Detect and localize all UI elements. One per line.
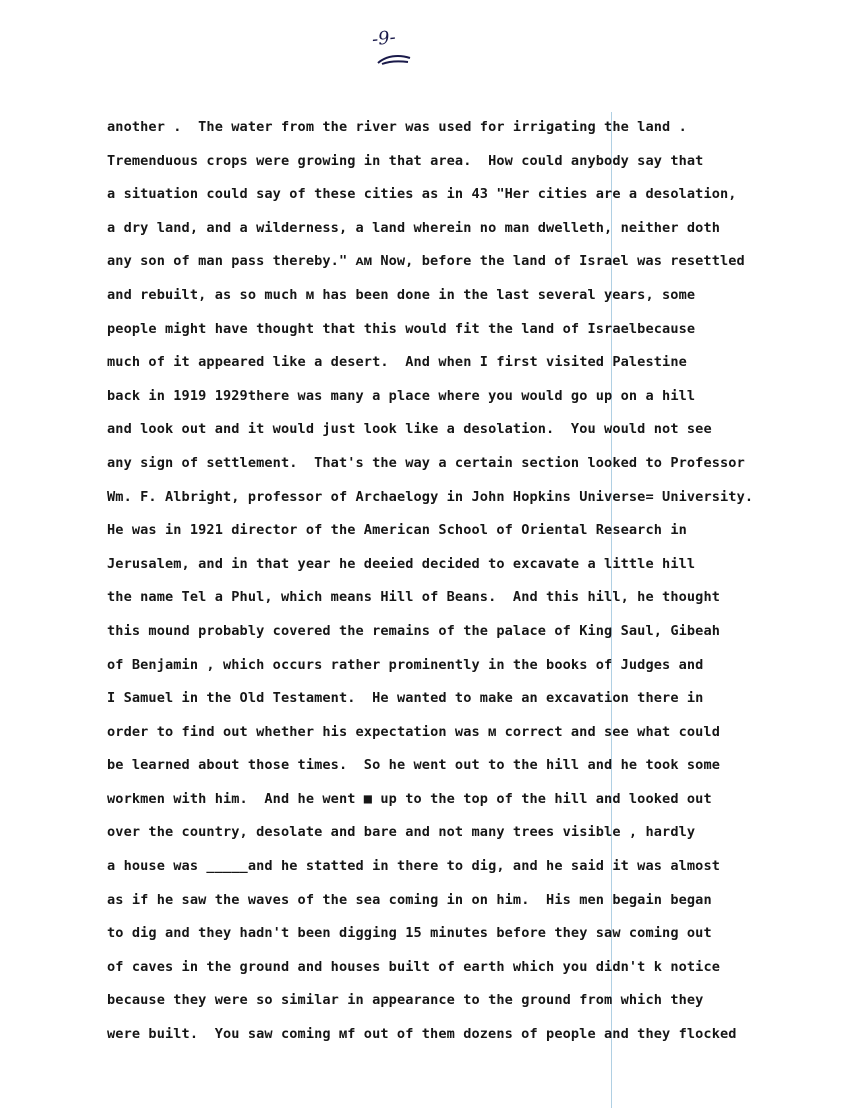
text-line: any sign of settlement. That's the way a certain section looked to Professor	[107, 454, 745, 471]
page-number: -9-	[370, 26, 397, 51]
text-line: Wm. F. Albright, professor of Archaelogy in John Hopkins Universe= University.	[107, 488, 754, 505]
text-line: the name Tel a Phul, which means Hill of Beans. And this hill, he thought	[107, 589, 721, 606]
text-line: because they were so similar in appearance to the ground from which they	[107, 992, 704, 1009]
text-line: a situation could say of these cities as in 43 "Her cities are a desolation,	[107, 186, 737, 203]
text-line: Tremenduous crops were growing in that area. How could anybody say that	[107, 152, 704, 169]
text-line: another . The water from the river was used for irrigating the land .	[107, 119, 687, 135]
text-line: I Samuel in the Old Testament. He wanted to make an excavation there in	[107, 690, 704, 707]
text-line: He was in 1921 director of the American School of Oriental Research in	[107, 522, 687, 539]
text-line: back in 1919 1929there was many a place where you would go up on a hill	[107, 387, 696, 404]
text-line: much of it appeared like a desert. And when I first visited Palestine	[107, 354, 687, 371]
text-line: a dry land, and a wilderness, a land wherein no man dwelleth, neither doth	[107, 219, 721, 236]
text-line: be learned about those times. So he went out to the hill and he took some	[107, 757, 721, 774]
text-line: any son of man pass thereby." ᴀᴍ Now, before the land of Israel was resettled	[107, 253, 745, 270]
text-line: this mound probably covered the remains of the palace of King Saul, Gibeah	[107, 622, 721, 639]
text-line: and look out and it would just look like a desolation. You would not see	[107, 421, 712, 438]
text-line: as if he saw the waves of the sea coming in on him. His men begain began	[107, 891, 712, 908]
text-line: to dig and they hadn't been digging 15 minutes before they saw coming out	[107, 925, 712, 942]
text-line: order to find out whether his expectation was ᴍ correct and see what could	[107, 723, 720, 740]
text-line: a house was _____and he statted in there to dig, and he said it was almost	[107, 858, 721, 875]
text-line: over the country, desolate and bare and not many trees visible , hardly	[107, 824, 696, 841]
handwritten-underline-mark	[376, 52, 412, 66]
typed-body-text	[107, 116, 753, 1057]
text-line: of caves in the ground and houses built of earth which you didn't k notice	[107, 958, 721, 975]
text-line: of Benjamin , which occurs rather prominently in the books of Judges and	[107, 656, 704, 673]
text-line: workmen with him. And he went ■ up to the top of the hill and looked out	[107, 790, 712, 807]
text-line: and rebuilt, as so much ᴍ has been done in the last several years, some	[107, 286, 696, 303]
text-line: people might have thought that this would fit the land of Israelbecause	[107, 320, 696, 337]
text-line: were built. You saw coming ᴍf out of them dozens of people and they flocked	[107, 1026, 737, 1043]
text-line: Jerusalem, and in that year he deeied decided to excavate a little hill	[107, 555, 696, 572]
